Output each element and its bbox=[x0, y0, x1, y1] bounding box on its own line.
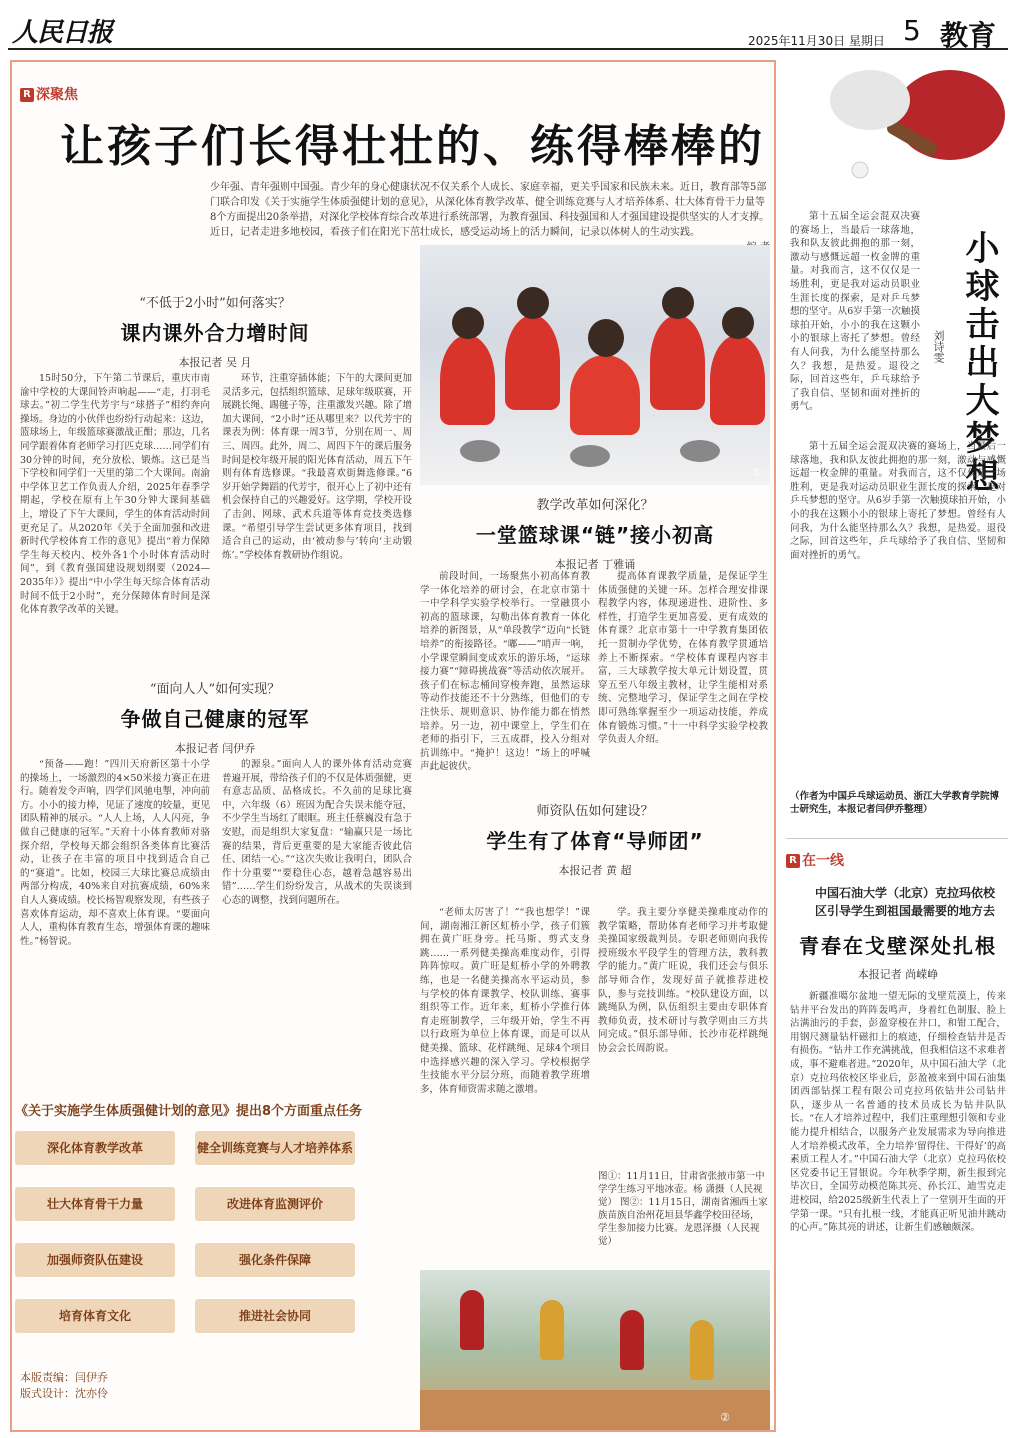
article-1-header bbox=[20, 292, 410, 370]
frontline-subtitle: 中国石油大学（北京）克拉玛依校区引导学生到祖国最需要的地方去 bbox=[814, 886, 995, 918]
right-article-body-upper-text: 第十五届全运会混双决赛的赛场上，当最后一球落地，我和队友彼此拥抱的那一刻，激动与感慨远超一枚金牌的重量。对我而言，这不仅仅是一场胜利，更是我对运动员职业生涯长度的探索，是对乒乓梦想的坚守。从6岁手第一次触摸球拍开始，小小的我在这颗小小的银球上寄托了梦想。曾经有人问我，为什么能坚持那么久？我想，是热爱。退役之际，回首这些年，乒乓球给予了我自信、坚韧和面对挫折的勇气。 bbox=[790, 211, 920, 413]
relay-race-photo bbox=[420, 1270, 770, 1430]
article-3-body-left: 前段时间，一场聚焦小初高体育教学一体化培养的研讨会，在北京市第十一中学科学实验学校举行。一堂融贯小初高的篮球课，勾勒出体育教育一体化培养的新图景，从“单段教学”迈向“长链培养”的衔接路径。“嘟——”哨声一响，小学课堂瞬间变成欢乐的游乐场，“运球接力赛”“障碍挑战赛”等活动依次展开。孩子们在标志桶间穿梭奔跑，虽然运球等动作技能还不十分熟练，但他们的专注快乐、规则意识、协作能力都在悄然培养。另一边，初中课堂上，学生们在老师的指引下，三五成群，投入分组对抗训练中。“掩护！这边！”场上的呼喊声此起彼伏。 bbox=[420, 571, 590, 773]
article-4-title: 学生有了体育“导师团” bbox=[486, 829, 704, 853]
photo-marker-2: ② bbox=[720, 1411, 730, 1424]
task-item: 深化体育教学改革 bbox=[15, 1131, 175, 1165]
photo-caption: 图①：11月11日，甘肃省张掖市第一中学学生练习平地冰壶。杨 潇摄（人民视觉） 图②：11月15日，湖南省湘西土家族苗族自治州花垣县华鑫学校田径场，学生参加接力比赛。龙恩泽摄（人民视觉） bbox=[598, 1171, 768, 1247]
article-2-kicker: “面向人人”如何实现？ bbox=[149, 682, 281, 697]
article-4-column-1 bbox=[420, 906, 590, 1246]
tasks-plate-title: 《关于实施学生体质强健计划的意见》提出8个方面重点任务 bbox=[15, 1104, 363, 1119]
newspaper-logo: 人民日报 bbox=[12, 18, 113, 48]
frontline-body-text: 新疆准噶尔盆地一望无际的戈壁荒漠上，传来钻井平台发出的阵阵轰鸣声，身着红色制服、脸上沾满油污的手套，彭盈穿梭在井口，和钳工配合，用钢尺测量钻杆磁扣上的痕迹，仔细检查钻井是否有损伤。“钻井工作充满挑战，但我相信这不求难者成，事不避难者进。”2020年，从中国石油大学（北京）克拉玛依校区毕业后，彭盈被来到中国石油集团西部钻探工程有限公司克拉玛依钻井公司钻井队，逐步从一名普通的技术员成长为钻井队队长。“在人才培养过程中，我们注重理想引领和专业能力提升相结合，以服务产业发展需求为导向推进人才培养模式改革，全力培养‘留得住、干得好’的高素质工程人才。”中国石油大学（北京）克拉玛依校区党委书记王冒银说。今年秋季学期，新生报到完毕次日，全国劳动模范陈其亮、孙长江、迪雪克走进校园，给2025级新生代表上了一堂别开生面的开学第一课。“只有扎根一线，才能真正听见油井跳动的心声。”陈其亮的讲述，让新生们感触颇深。 bbox=[790, 991, 1006, 1234]
frontline-body bbox=[790, 990, 1006, 1430]
article-2-column-2 bbox=[222, 758, 412, 1088]
task-item: 培育体育文化 bbox=[15, 1299, 175, 1333]
curling-photo bbox=[420, 245, 770, 485]
editor-credit: 本版责编：闫伊乔 bbox=[20, 1371, 108, 1384]
issue-date: 2025年11月30日 星期日 bbox=[748, 34, 885, 48]
masthead bbox=[8, 8, 1008, 50]
article-4-column-2 bbox=[598, 906, 768, 1166]
frontline-tag-label: 在一线 bbox=[802, 853, 844, 869]
right-divider bbox=[786, 838, 1008, 839]
article-2-header bbox=[20, 678, 410, 756]
article-3-body-right: 提高体育课教学质量，是保证学生体质强健的关键一环。怎样合理安排课程教学内容，体现递进性、进阶性、多样性，打造学生更加喜爱、更有成效的体育课？北京市第十一中学教育集团依托一贯制办学优势，在体育教学贯通培养上不断探索。“学校体育课程内容丰富，三大球教学按大单元计划设置，贯穿五至八年级主教材，让学生能相对系统、完整地学习，保证学生之间在学校即可熟练掌握至少一项运动技能，养成体育锻炼习惯。”十一中科学实验学校教学负责人介绍。 bbox=[598, 571, 768, 746]
article-2-title: 争做自己健康的冠军 bbox=[120, 707, 310, 731]
right-article-title: 小球击出大梦想 bbox=[959, 230, 999, 496]
right-article-body-lower-text: 第十五届全运会混双决赛的赛场上，当最后一球落地，我和队友彼此拥抱的那一刻，激动与感慨远超一枚金牌的重量。对我而言，这不仅仅是一场胜利，更是我对运动员职业生涯长度的探索，是对乒乓梦想的坚守。从6岁手第一次触摸球拍开始，小小的我在这颗小小的银球上寄托了梦想。曾经有人问我，为什么能坚持那么久？我想，是热爱。退役之际，回首这些年，乒乓球给予了我自信、坚韧和面对挫折的勇气。 bbox=[790, 441, 1006, 561]
task-item: 健全训练竞赛与人才培养体系 bbox=[195, 1131, 355, 1165]
task-item: 强化条件保障 bbox=[195, 1243, 355, 1277]
r-icon: R bbox=[20, 88, 34, 102]
article-3-column-1 bbox=[420, 570, 590, 780]
article-3-reporter: 本报记者 丁雅诵 bbox=[554, 558, 636, 571]
right-article-body-upper bbox=[790, 210, 920, 430]
article-1-body-left: 15时50分，下午第二节课后，重庆市南渝中学校的大课间铃声响起——“走，打羽毛球去。”初二学生代芳宇与“球搭子”相约奔向操场。身边的小伙伴也纷纷行动起来：这边，篮球场上，年级篮球赛激战正酣；那边，几名同学跟着体育老师学习打匹克球……同学们有30分钟的时间，充分放松、锻炼。这已是当下学校和同学们一天里的第二个大课间。南渝中学体卫艺工作负责人介绍，2025年春季学期起，学校在原有上午30分钟大课间基础上，增设了下午大课间，学生的体育活动时间更充足了。从2020年《关于全面加强和改进新时代学校体育工作的意见》提出“着力保障学生每天校内、校外各1个小时体育活动时间”，到《教育强国建设规划纲要（2024—2035年）》提出“中小学生每天综合体育活动时间不低于2小时”，充分保障体育时间是深化体育教学改革的关键。 bbox=[20, 373, 210, 616]
article-2-column-1 bbox=[20, 758, 210, 1088]
article-4-body-right: 学。我主要分享健美操难度动作的教学策略，帮助体育老师学习并考取健美操国家级裁判员。专职老师则向我传授班级水平段学生的管理方法，教科教学的能力。”黄广旺说，我们还会与俱乐部导师合作，发现好苗子就推荐进校队，参与竞技训练。“校队建设方面，以跳绳队为例，队伍组织主要由专职体育教师负责，技术研讨与教学则由三方共同完成。”俱乐部导师、长沙市花样跳绳协会会长周韵说。 bbox=[598, 907, 768, 1054]
article-1-kicker: “不低于2小时”如何落实？ bbox=[139, 296, 291, 311]
section-name: 教育 bbox=[940, 19, 997, 52]
article-4-header bbox=[420, 800, 770, 878]
right-article-footer: （作者为中国乒乓球运动员、浙江大学教育学院博士研究生，本报记者闫伊乔整理） bbox=[790, 791, 1000, 815]
photo-marker-1: ① bbox=[752, 466, 762, 479]
article-4-kicker: 师资队伍如何建设？ bbox=[536, 804, 654, 819]
article-2-reporter: 本报记者 闫伊乔 bbox=[174, 742, 256, 755]
intro-body: 少年强、青年强则中国强。青少年的身心健康状况不仅关系个人成长、家庭幸福，更关乎国家和民族未来。近日，教育部等5部门联合印发《关于实施学生体质强健计划的意见》，从深化体育教学改革、健全训练竞赛与人才培养体系、壮大体育骨干力量等8个方面提出20条举措，对深化学校体育综合改革进行系统部署，为教育强国、科技强国和人才强国建设提供坚实的人才支撑。近日，记者走进多地校园，看孩子们在阳光下茁壮成长，感受运动场上的活力瞬间，记录以体树人的生动实践。 bbox=[210, 182, 770, 238]
task-item: 推进社会协同 bbox=[195, 1299, 355, 1333]
article-1-column-1 bbox=[20, 372, 210, 648]
page-headline: 让孩子们长得壮壮的、练得棒棒的 bbox=[60, 121, 765, 172]
article-3-kicker: 教学改革如何深化？ bbox=[536, 498, 654, 513]
page-number: 5 bbox=[903, 14, 921, 47]
designer-credit: 版式设计：沈亦伶 bbox=[20, 1387, 108, 1400]
intro-text bbox=[210, 180, 770, 255]
right-article-body-lower bbox=[790, 440, 1006, 780]
task-item: 壮大体育骨干力量 bbox=[15, 1187, 175, 1221]
frontline-reporter: 本报记者 尚嵘峥 bbox=[857, 968, 939, 981]
article-4-reporter: 本报记者 黄 超 bbox=[558, 864, 632, 877]
article-1-column-2 bbox=[222, 372, 412, 648]
article-3-column-2 bbox=[598, 570, 768, 780]
feature-tag-label: 深聚焦 bbox=[36, 87, 78, 103]
page-credits bbox=[20, 1370, 108, 1402]
article-3-title: 一堂篮球课“链”接小初高 bbox=[475, 523, 715, 547]
article-1-body-right: 环节，注重穿插体能；下午的大课间更加灵活多元，包括组织篮球、足球年级联赛，开展跳长绳、踢毽子等，注重激发兴趣。除了增加大课间，“2小时”还从哪里来？以代芳宇的课表为例：体育课一周3节，分别在周一、周三、周四。此外，周二、周四下午的课后服务时间是校年级开展的阳光体育活动，周五下午则有体育选修课。“我最喜欢街舞选修课。”6岁开始学舞蹈的代芳宇，很开心上了初中还有机会保持自己的兴趣爱好。这学期，学校开设了击剑、网球、武术兵道等体育竞技类选修课。“希望引导学生尝试更多体育项目，找到适合自己的运动，由‘被动参与’转向‘主动锻炼’。”学校体育教研协作组说。 bbox=[222, 373, 412, 561]
ping-pong-racket-illustration bbox=[800, 60, 1010, 190]
article-4-body-left: “老师太厉害了！”“我也想学！”课间，湖南湘江新区虹桥小学，孩子们簇拥在黄广旺身旁。托马斯、剪式支身跳……一系列健美操高难度动作，引得阵阵惊叹。黄广旺是虹桥小学的外聘教练，也是一名健美操高水平运动员，参与学校的体育课教学、校队训练、赛事组织等工作。近年来，虹桥小学推行体育走班制教学，三年级开始，学生不再以行政班为单位上体育课，而是可以从健美操、篮球、花样跳绳、足球4个项目中选择感兴趣的深入学习。学校根据学生技能水平分层分班，而随着教学班增多，体育师资需求随之激增。 bbox=[420, 907, 590, 1095]
tasks-plate bbox=[15, 1123, 360, 1363]
article-3-header bbox=[420, 494, 770, 572]
article-1-title: 课内课外合力增时间 bbox=[120, 321, 310, 345]
right-article-author: 刘诗雯 bbox=[932, 330, 945, 363]
article-2-body-right: 的源泉。”面向人人的课外体育活动竞赛普遍开展，带给孩子们的不仅是体质强健，更有意志品质、品格成长。不久前的足球比赛中，六年级（6）班因为配合失误未能夺冠，不少学生当场红了眼眶。班主任蔡巍没有急于安慰，而是组织大家复盘：“输赢只是一场比赛的结果，背后更重要的是大家能否彼此信任、团结一心。”“这次失败让我明白，团队合作十分重要”“要稳住心态，越着急越容易出错”……学生们纷纷发言，从战术的失误谈到心态的调整，找到问题所在。 bbox=[222, 759, 412, 906]
frontline-tag bbox=[786, 850, 844, 870]
feature-tag bbox=[20, 84, 78, 104]
task-item: 改进体育监测评价 bbox=[195, 1187, 355, 1221]
article-1-reporter: 本报记者 吴 月 bbox=[178, 356, 252, 369]
frontline-title: 青春在戈壁深处扎根 bbox=[799, 934, 997, 958]
article-2-body-left: “预备——跑！”四川天府新区第十小学的操场上，一场激烈的4×50米接力赛正在进行。随着发令声响，四学们风驰电掣，冲向前方。小小的接力棒，见证了速度的较量，更见团队精神的展示。“人人上场，人人闪亮，争做自己健康的冠军。”天府十小体育教师对骆探介绍，学校每天都会组织各类体育比赛活动，让孩子在丰富的项目中找到适合自己的“赛道”。比如，校园三大球比赛总成绩由两部分构成，40%来自对抗赛成绩，60%来自人人赛成绩。校长杨智观察发现，有些孩子喜欢体育运动，却不喜欢上体育课。“要面向人人，重构体育教育生态，增强体育课的趣味性。”杨智说。 bbox=[20, 759, 210, 947]
task-item: 加强师资队伍建设 bbox=[15, 1243, 175, 1277]
r-icon: R bbox=[786, 854, 800, 868]
